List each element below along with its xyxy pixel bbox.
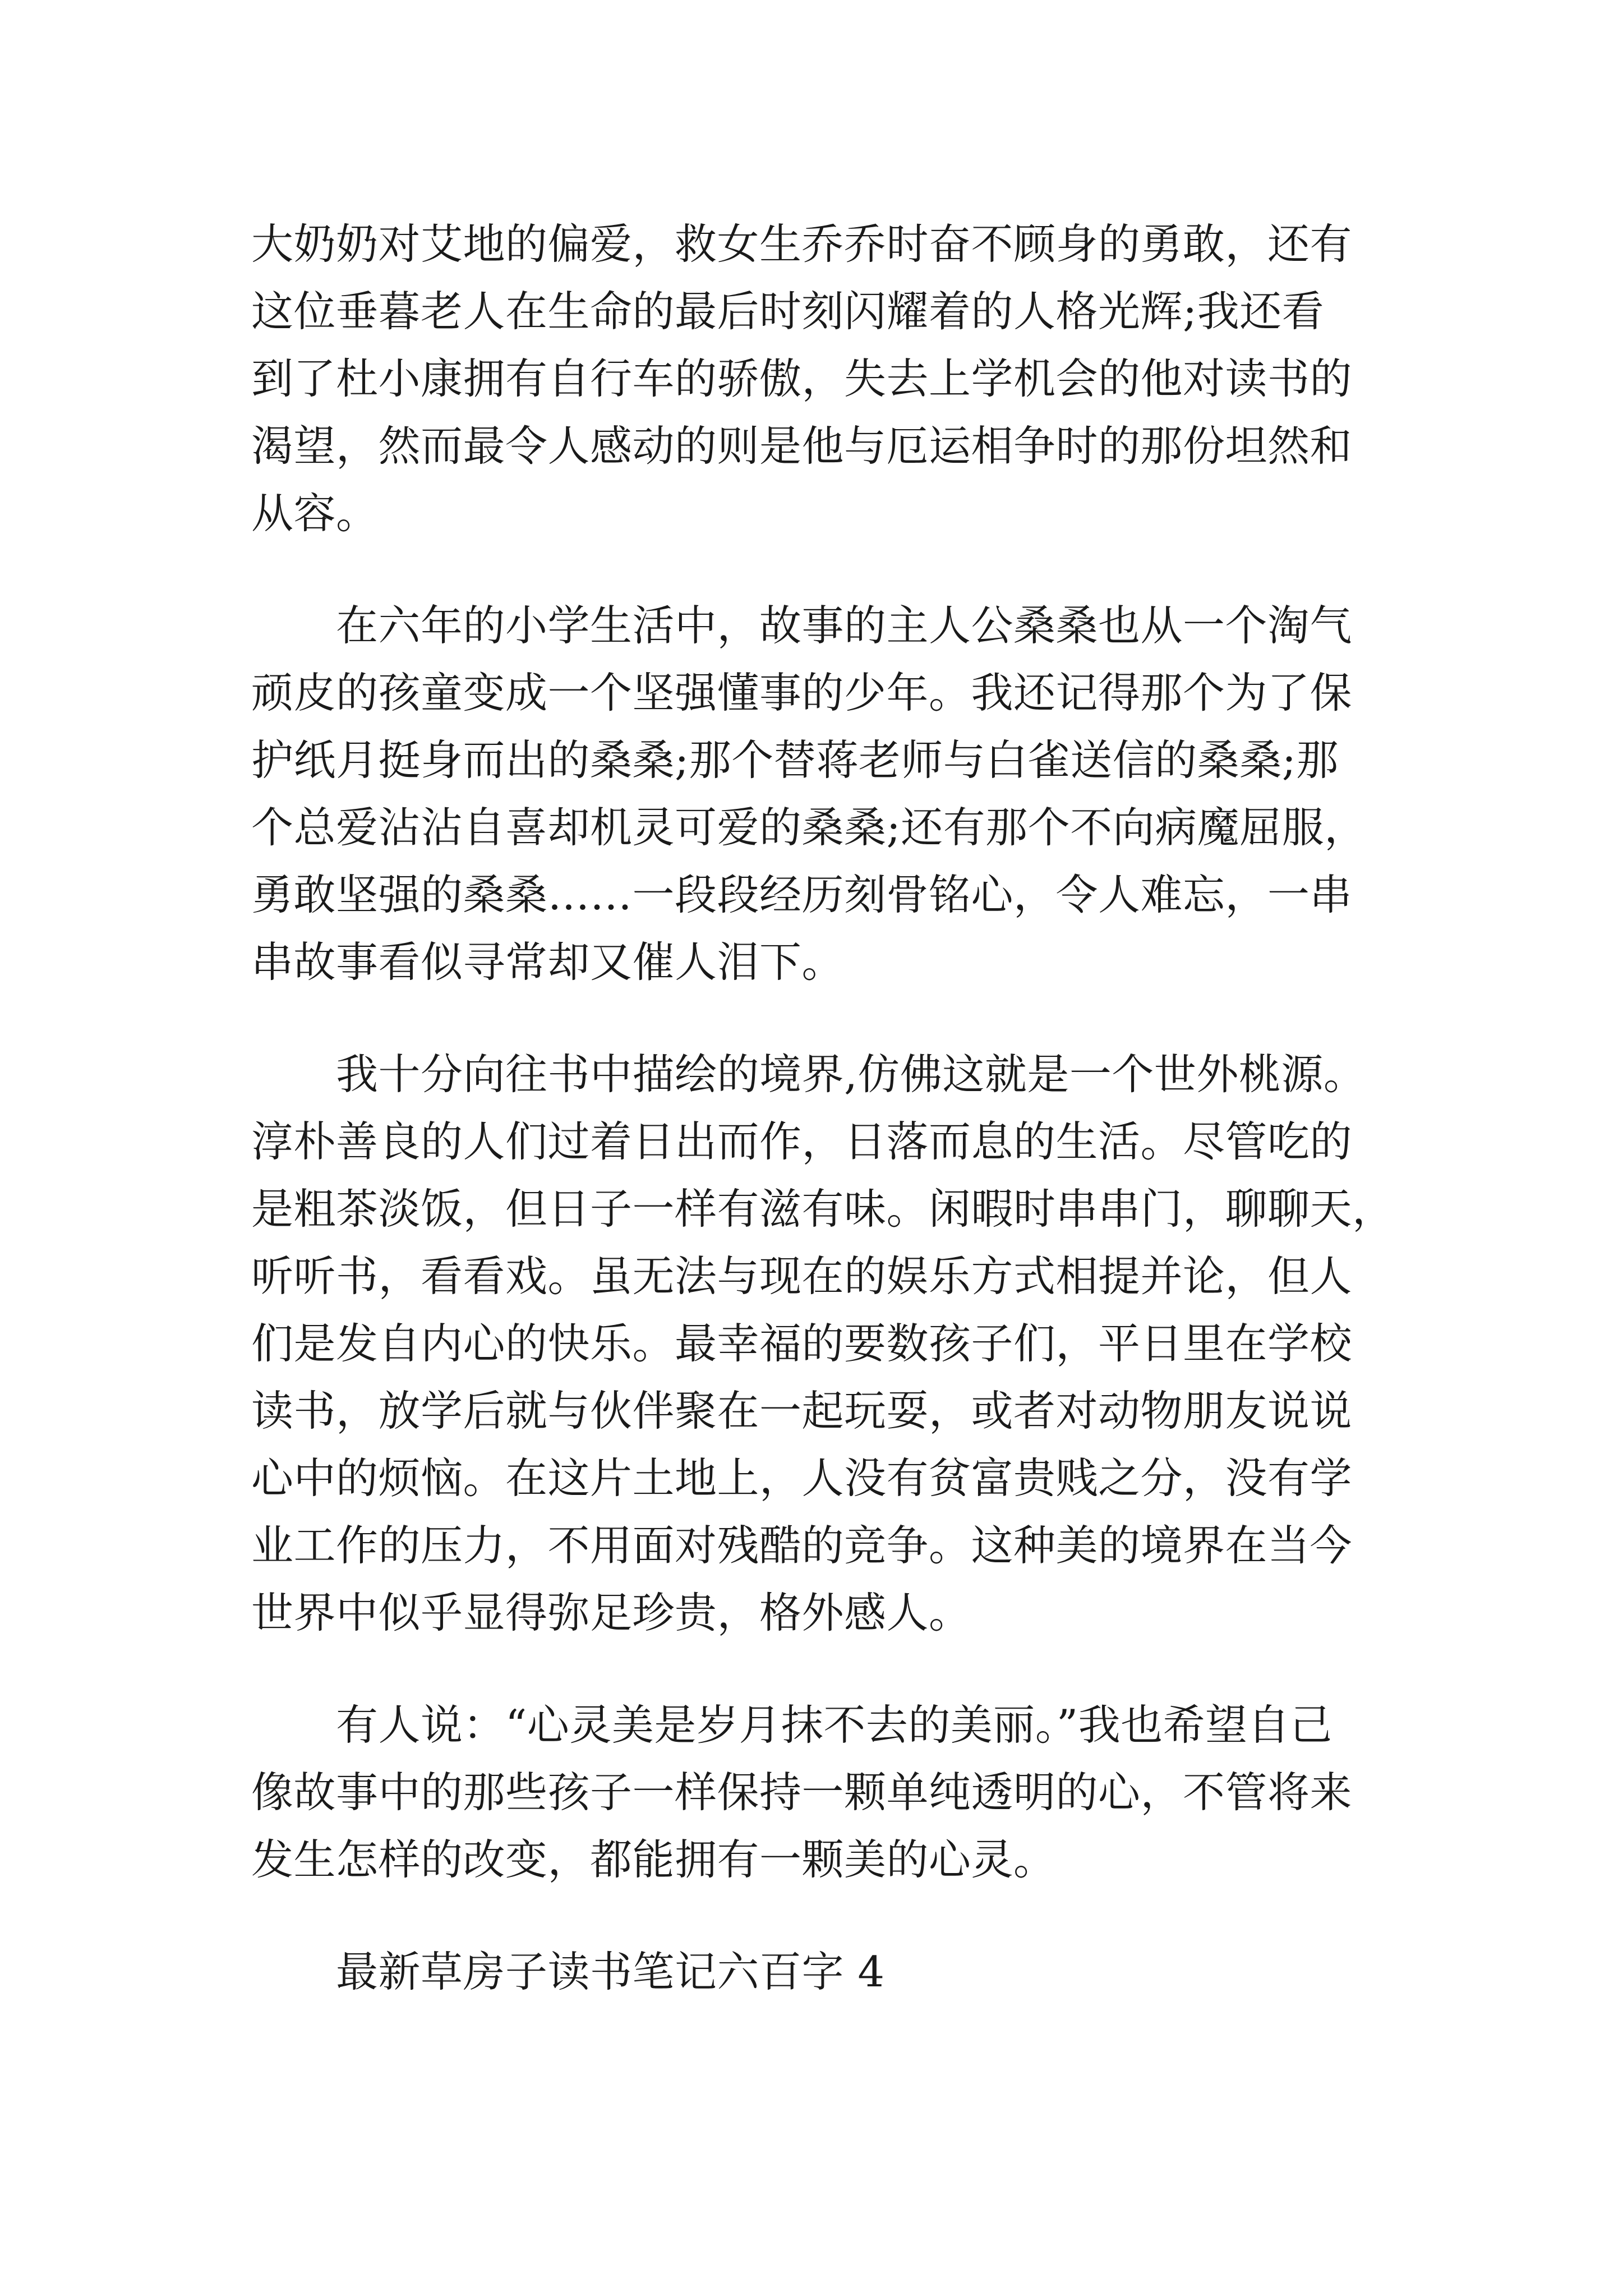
text-line: 从容。 xyxy=(251,489,379,538)
text-line: 听听书，看看戏。虽无法与现在的娱乐方式相提并论，但人 xyxy=(251,1251,1353,1301)
text-line: 心中的烦恼。在这片土地上，人没有贫富贵贱之分，没有学 xyxy=(251,1453,1353,1503)
text-line: 勇敢坚强的桑桑……一段段经历刻骨铭心，令人难忘，一串 xyxy=(251,870,1353,919)
text-line: 大奶奶对艾地的偏爱，救女生乔乔时奋不顾身的勇敢，还有 xyxy=(251,219,1353,269)
text-line: 们是发自内心的快乐。最幸福的要数孩子们，平日里在学校 xyxy=(251,1319,1353,1368)
text-line: 像故事中的那些孩子一样保持一颗单纯透明的心，不管将来 xyxy=(251,1768,1353,1817)
text-line: 世界中似乎显得弥足珍贵，格外感人。 xyxy=(251,1588,971,1637)
text-line: 是粗茶淡饭，但日子一样有滋有味。闲暇时串串门，聊聊天， xyxy=(251,1184,1395,1234)
text-line: 顽皮的孩童变成一个坚强懂事的少年。我还记得那个为了保 xyxy=(251,668,1353,717)
heading-text: 最新草房子读书笔记六百字 4 xyxy=(251,1947,885,1996)
text-line: 发生怎样的改变，都能拥有一颗美的心灵。 xyxy=(251,1835,1056,1884)
text-line: 淳朴善良的人们过着日出而作，日落而息的生活。尽管吃的 xyxy=(251,1117,1353,1166)
document-body xyxy=(251,210,1395,2005)
text-line: 业工作的压力，不用面对残酷的竞争。这种美的境界在当今 xyxy=(251,1521,1353,1570)
paragraph-2 xyxy=(251,592,1378,996)
paragraph-3 xyxy=(251,1041,1395,1646)
paragraph-4 xyxy=(251,1691,1378,1893)
paragraph-1 xyxy=(251,210,1378,547)
text-line: 个总爱沾沾自喜却机灵可爱的桑桑;还有那个不向病魔屈服， xyxy=(251,803,1367,852)
text-line: 护纸月挺身而出的桑桑;那个替蒋老师与白雀送信的桑桑;那 xyxy=(251,735,1339,785)
section-heading xyxy=(251,1938,1378,2005)
text-line: 到了杜小康拥有自行车的骄傲，失去上学机会的他对读书的 xyxy=(251,354,1353,403)
text-line: 我十分向往书中描绘的境界,仿佛这就是一个世外桃源。 xyxy=(251,1050,1366,1099)
text-line: 串故事看似寻常却又催人泪下。 xyxy=(251,937,845,987)
text-line: 在六年的小学生活中，故事的主人公桑桑也从一个淘气 xyxy=(251,601,1353,650)
text-line: 读书，放学后就与伙伴聚在一起玩耍，或者对动物朋友说说 xyxy=(251,1386,1353,1435)
text-line: 这位垂暮老人在生命的最后时刻闪耀着的人格光辉;我还看 xyxy=(251,287,1325,336)
text-line: 渴望，然而最令人感动的则是他与厄运相争时的那份坦然和 xyxy=(251,421,1353,471)
text-line: 有人说：“心灵美是岁月抹不去的美丽。”我也希望自己 xyxy=(251,1700,1332,1750)
